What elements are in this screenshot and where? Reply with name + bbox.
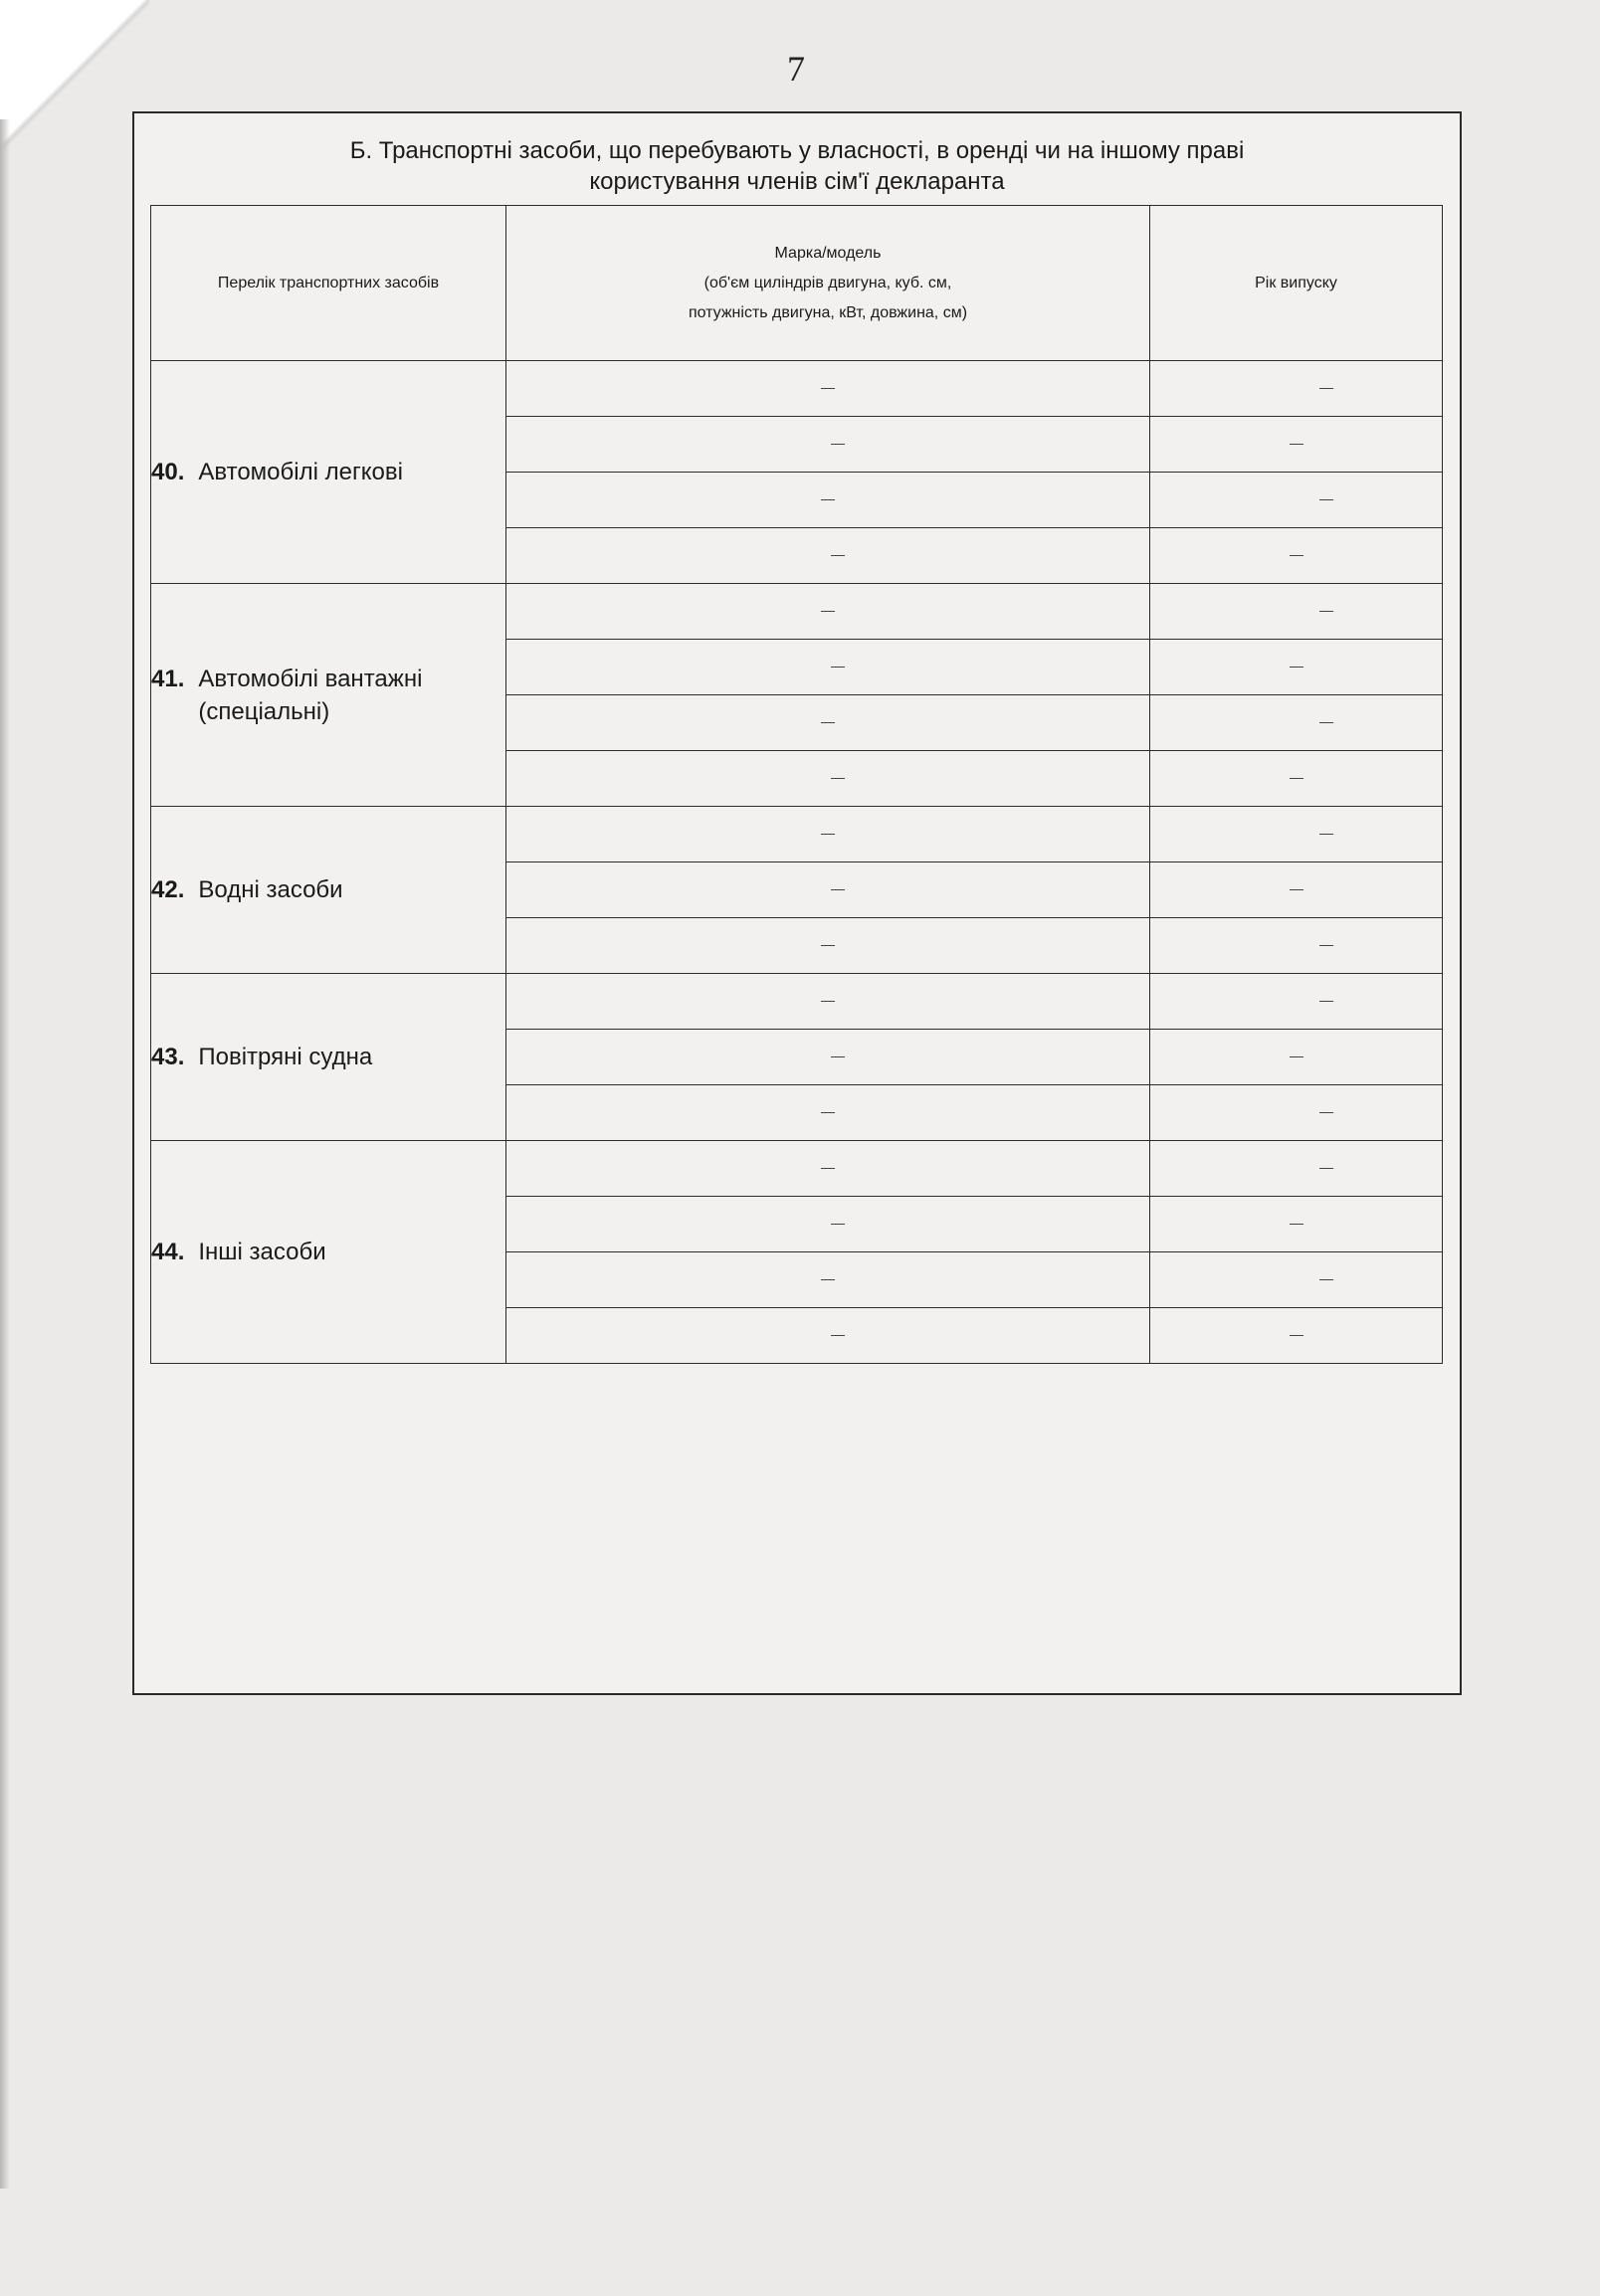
year-cell — [1150, 473, 1443, 528]
empty-dash — [1290, 444, 1303, 445]
category-number: 43. — [151, 1044, 185, 1070]
empty-dash — [821, 1168, 835, 1169]
empty-dash — [1290, 889, 1303, 890]
model-cell — [506, 1308, 1150, 1364]
empty-dash — [1290, 778, 1303, 779]
model-cell — [506, 751, 1150, 807]
vehicles-form — [132, 111, 1462, 1695]
model-cell — [506, 528, 1150, 584]
table-row — [151, 807, 1443, 862]
empty-dash — [831, 889, 845, 890]
empty-dash — [1319, 722, 1333, 723]
category-number: 40. — [151, 459, 185, 485]
empty-dash — [831, 1224, 845, 1225]
category-cell — [151, 974, 506, 1141]
empty-dash — [1290, 1224, 1303, 1225]
empty-dash — [1319, 611, 1333, 612]
header-year: Рік випуску — [1150, 206, 1443, 361]
model-cell — [506, 807, 1150, 862]
year-cell — [1150, 751, 1443, 807]
header-model-line: (об'єм циліндрів двигуна, куб. см, — [703, 274, 952, 291]
header-model — [506, 206, 1150, 361]
empty-dash — [831, 667, 845, 668]
category-label: Автомобілі вантажні (спеціальні) — [198, 665, 423, 725]
empty-dash — [1319, 834, 1333, 835]
model-cell — [506, 695, 1150, 751]
year-cell — [1150, 1252, 1443, 1308]
table-row — [151, 1141, 1443, 1197]
year-cell — [1150, 1308, 1443, 1364]
category-cell — [151, 361, 506, 584]
empty-dash — [821, 499, 835, 500]
model-cell — [506, 1197, 1150, 1252]
empty-dash — [821, 611, 835, 612]
year-cell — [1150, 640, 1443, 695]
empty-dash — [1319, 1001, 1333, 1002]
empty-dash — [831, 555, 845, 556]
category-label: Інші засоби — [198, 1239, 326, 1265]
year-cell — [1150, 1141, 1443, 1197]
year-cell — [1150, 1030, 1443, 1085]
model-cell — [506, 473, 1150, 528]
empty-dash — [831, 1335, 845, 1336]
model-cell — [506, 1141, 1150, 1197]
year-cell — [1150, 695, 1443, 751]
table-row — [151, 974, 1443, 1030]
category-cell — [151, 807, 506, 974]
model-cell — [506, 640, 1150, 695]
model-cell — [506, 1085, 1150, 1141]
category-number: 41. — [151, 665, 185, 692]
category-number: 44. — [151, 1239, 185, 1265]
category-number: 42. — [151, 876, 185, 903]
empty-dash — [821, 834, 835, 835]
page-curl — [0, 0, 149, 149]
empty-dash — [1319, 1112, 1333, 1113]
year-cell — [1150, 361, 1443, 417]
empty-dash — [831, 444, 845, 445]
year-cell — [1150, 528, 1443, 584]
category-label: Водні засоби — [198, 876, 343, 903]
header-model-line: потужність двигуна, кВт, довжина, см) — [688, 303, 968, 321]
table-row — [151, 584, 1443, 640]
page-edge-shadow — [0, 119, 10, 2189]
year-cell — [1150, 417, 1443, 473]
empty-dash — [821, 1001, 835, 1002]
page-number: 7 — [787, 49, 805, 89]
year-cell — [1150, 918, 1443, 974]
section-title — [134, 135, 1460, 197]
year-cell — [1150, 807, 1443, 862]
empty-dash — [1319, 388, 1333, 389]
year-cell — [1150, 1085, 1443, 1141]
year-cell — [1150, 974, 1443, 1030]
empty-dash — [1290, 555, 1303, 556]
empty-dash — [1319, 1168, 1333, 1169]
empty-dash — [831, 778, 845, 779]
empty-dash — [821, 1279, 835, 1280]
section-title-line2: користування членів сім'ї декларанта — [589, 168, 1005, 195]
vehicles-table — [150, 205, 1443, 1364]
table-header-row — [151, 206, 1443, 361]
category-cell — [151, 584, 506, 807]
model-cell — [506, 1252, 1150, 1308]
empty-dash — [821, 722, 835, 723]
empty-dash — [1319, 1279, 1333, 1280]
category-label: Повітряні судна — [198, 1044, 373, 1070]
empty-dash — [831, 1056, 845, 1057]
header-model-line: Марка/модель — [774, 244, 882, 262]
model-cell — [506, 918, 1150, 974]
empty-dash — [821, 388, 835, 389]
section-title-line1: Б. Транспортні засоби, що перебувають у власності, в оренді чи на іншому праві — [349, 137, 1245, 164]
model-cell — [506, 584, 1150, 640]
empty-dash — [1290, 667, 1303, 668]
year-cell — [1150, 584, 1443, 640]
model-cell — [506, 1030, 1150, 1085]
table-body — [151, 361, 1443, 1364]
empty-dash — [821, 1112, 835, 1113]
empty-dash — [1319, 945, 1333, 946]
header-vehicle-list: Перелік транспортних засобів — [151, 206, 506, 361]
year-cell — [1150, 1197, 1443, 1252]
model-cell — [506, 417, 1150, 473]
empty-dash — [1319, 499, 1333, 500]
category-cell — [151, 1141, 506, 1364]
table-row — [151, 361, 1443, 417]
empty-dash — [1290, 1335, 1303, 1336]
category-label: Автомобілі легкові — [198, 459, 403, 485]
empty-dash — [1290, 1056, 1303, 1057]
model-cell — [506, 974, 1150, 1030]
model-cell — [506, 361, 1150, 417]
year-cell — [1150, 862, 1443, 918]
empty-dash — [821, 945, 835, 946]
model-cell — [506, 862, 1150, 918]
